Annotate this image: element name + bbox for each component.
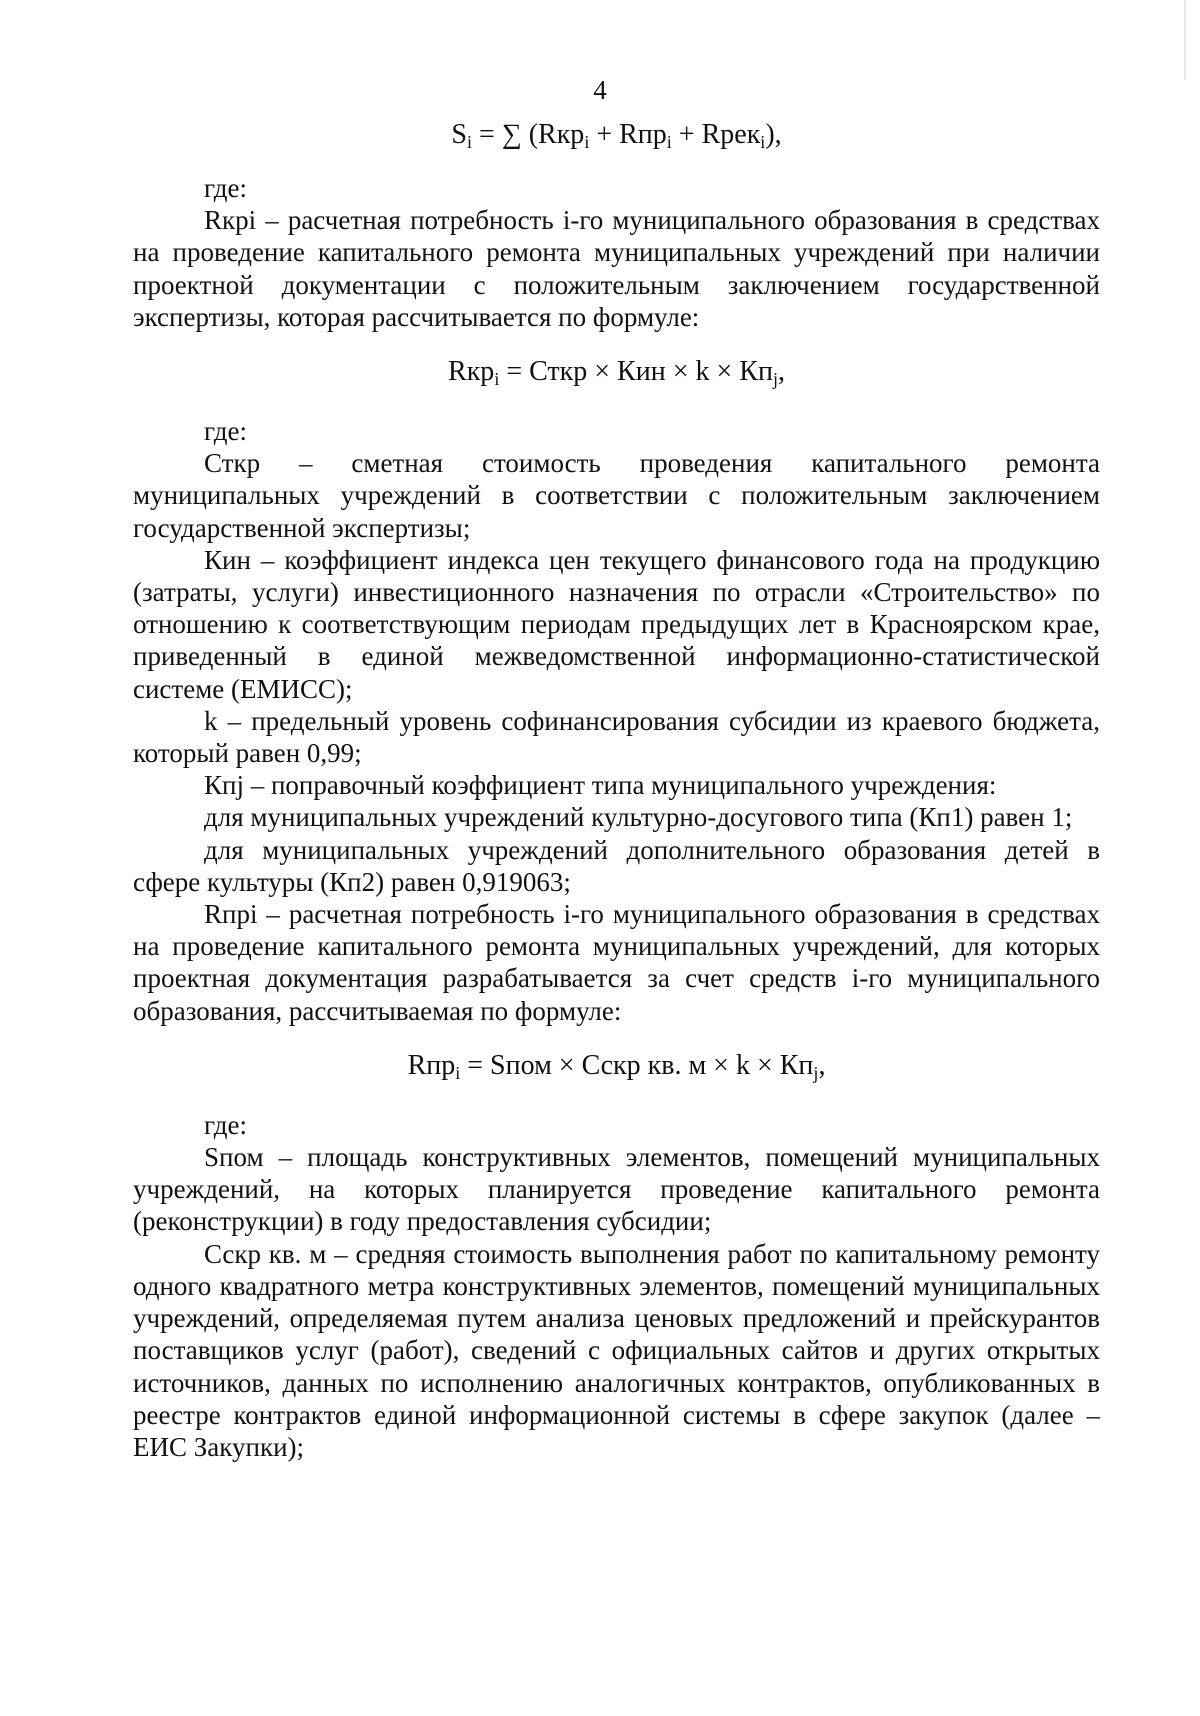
formula-rpr-lhs: Rпр (407, 1049, 456, 1081)
formula-s-part1: = ∑ (Rкр (471, 119, 585, 150)
formula-rpr (133, 1049, 1100, 1083)
formula-s-part3: + Rрек (671, 119, 761, 150)
formula-s-subscript-2: i (584, 132, 590, 152)
paragraph-kp1: для муниципальных учреждений культурно-досугового типа (Кп1) равен 1; (204, 802, 1073, 833)
formula-rpr-rhs: = Sпом × Сскр кв. м × k × Кп (460, 1049, 814, 1081)
where-label-2: где: (204, 416, 247, 447)
paragraph-spom: Sпом – площадь конструктивных элементов, помещений муниципальных учреждений, на которых планируется проведение капитального ремонта (реконструкции) в году предоставления субсидии; (133, 1142, 1100, 1237)
formula-s-symbol: S (451, 119, 467, 150)
formula-s-part2: + Rпр (589, 119, 667, 150)
scan-edge (1184, 0, 1186, 80)
formula-rkr-rhs: = Сткр × Кин × k × Кп (499, 356, 773, 388)
formula-rkr (133, 355, 1100, 389)
paragraph-kin: Кин – коэффициент индекса цен текущего финансового года на продукцию (затраты, услуги) инвестиционного назначения по отрасли «Строительство» по отношению к соответствующим периодам предыдущих лет в Красноярском крае, приведенный в единой межведомственной информационно-статистической системе (ЕМИСС); (133, 544, 1100, 704)
formula-rkr-subscript-i: i (494, 369, 500, 390)
formula-s-end: ), (765, 119, 782, 150)
paragraph-sskr: Сскр кв. м – средняя стоимость выполнения работ по капитальному ремонту одного квадратного метра конструктивных элементов, помещений муниципальных учреждений, определяемая путем анализа ценовых предложений и прейскурантов поставщиков услуг (работ), сведений с официальных сайтов и других открытых источников, данных по исполнению аналогичных контрактов, опубликованных в реестре контрактов единой информационной системы в сфере закупок (далее – ЕИС Закупки); (133, 1238, 1100, 1462)
paragraph-kpj: Кпj – поправочный коэффициент типа муниципального учреждения: (204, 770, 997, 801)
paragraph-k: k – предельный уровень софинансирования субсидии из краевого бюджета, который равен 0,99; (133, 705, 1100, 769)
formula-s (133, 118, 1100, 152)
formula-rkr-end: , (777, 356, 785, 388)
formula-rkr-subscript-j: j (772, 369, 778, 390)
formula-rpr-end: , (818, 1049, 826, 1081)
paragraph-kp2: для муниципальных учреждений дополнительного образования детей в сфере культуры (Кп2) равен 0,919063; (133, 834, 1100, 897)
formula-s-subscript-4: i (760, 132, 766, 152)
paragraph-rkr: Rкрi – расчетная потребность i-го муниципального образования в средствах на проведение капитального ремонта муниципальных учреждений при наличии проектной документации с положительным заключением государственной экспертизы, которая рассчитывается по формуле: (133, 205, 1100, 332)
document-body (133, 118, 1100, 1463)
page-number: 4 (593, 75, 607, 105)
formula-rkr-lhs: Rкр (448, 356, 495, 388)
formula-s-subscript-3: i (666, 132, 672, 152)
paragraph-rpr: Rпрi – расчетная потребность i-го муниципального образования в средствах на проведение капитального ремонта муниципальных учреждений, для которых проектная документация разрабатывается за счет средств i-го муниципального образования, рассчитываемая по формуле: (133, 899, 1100, 1026)
formula-rpr-subscript-i: i (455, 1062, 461, 1083)
paragraph-stkr: Сткр – сметная стоимость проведения капитального ремонта муниципальных учреждений в соответствии с положительным заключением государственной экспертизы; (133, 448, 1100, 543)
where-label-1: где: (204, 173, 247, 203)
where-label-3: где: (204, 1109, 247, 1140)
formula-s-subscript: i (466, 132, 472, 152)
formula-rpr-subscript-j: j (813, 1062, 819, 1083)
